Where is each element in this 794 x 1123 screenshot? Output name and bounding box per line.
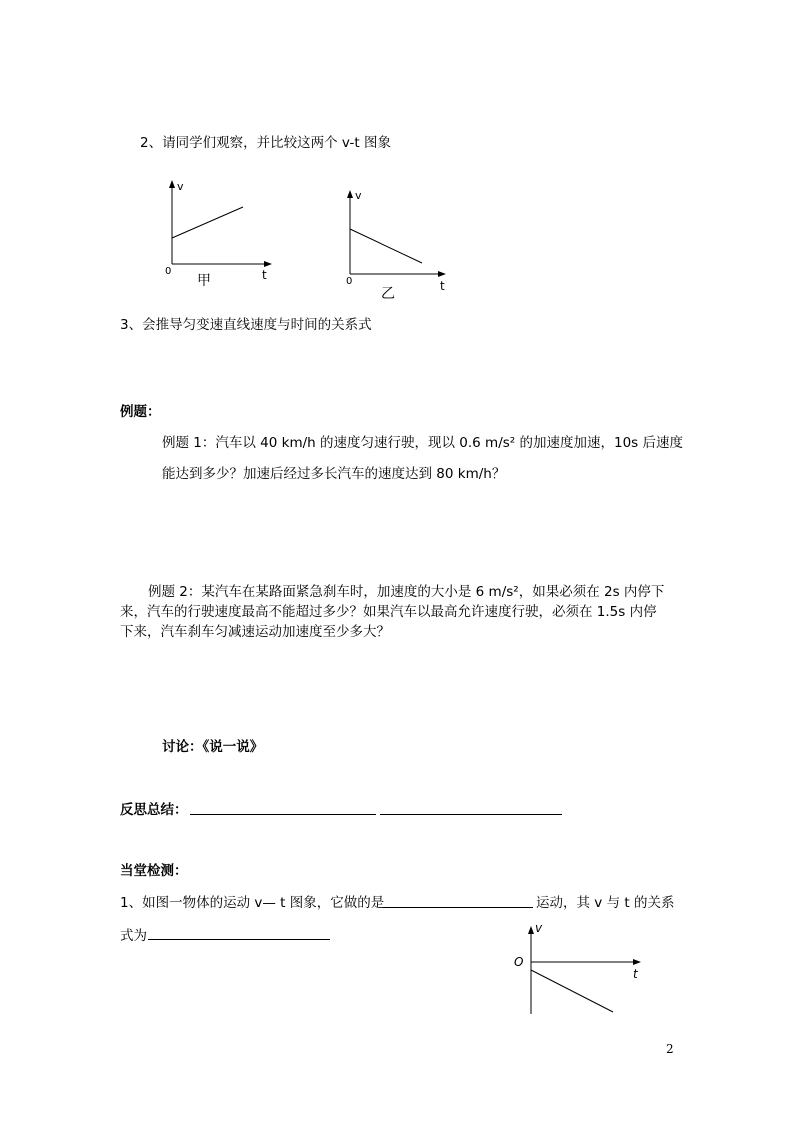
decreasing-line — [350, 229, 422, 263]
v-label: v — [355, 189, 362, 202]
example-1-line-2: 能达到多少？加速后经过多长汽车的速度达到 80 km/h？ — [162, 466, 506, 482]
reflection-blank-2[interactable] — [380, 800, 562, 815]
example-2-line-3: 下来，汽车刹车匀减速运动加速度至少多大？ — [120, 624, 390, 640]
v-label: v — [177, 180, 184, 193]
page-number: 2 — [666, 1042, 674, 1056]
t-axis-arrow-icon — [633, 959, 641, 965]
test-q1-line-2: 式为 — [120, 928, 147, 944]
reflection-blank-1[interactable] — [190, 800, 376, 815]
example-2-line-1: 例题 2：某汽车在某路面紧急刹车时，加速度的大小是 6 m/s²，如果必须在 2s 内停下 — [148, 584, 665, 600]
origin-label: 0 — [165, 266, 172, 277]
relation-formula-blank[interactable] — [148, 925, 330, 940]
question-2-text: 2、请同学们观察，并比较这两个 v-t 图象 — [140, 135, 391, 151]
caption-jia: 甲 — [197, 273, 211, 289]
reflection-label: 反思总结： — [120, 802, 188, 818]
test-heading: 当堂检测： — [120, 863, 188, 879]
t-label: t — [262, 268, 267, 282]
discussion-heading: 讨论：《说一说》 — [162, 739, 264, 755]
example-1-line-1: 例题 1：汽车以 40 km/h 的速度匀速行驶，现以 0.6 m/s² 的加速度加速，10s 后速度 — [162, 435, 683, 451]
example-2-line-2: 来，汽车的行驶速度最高不能超过多少？如果汽车以最高允许速度行驶，必须在 1.5s 内停 — [120, 604, 657, 620]
caption-yi: 乙 — [381, 286, 395, 302]
increasing-line — [172, 207, 243, 238]
graph-test — [505, 918, 655, 1018]
t-axis-arrow-icon — [264, 261, 272, 267]
v-axis-arrow-icon — [528, 926, 534, 934]
graph-jia — [150, 172, 290, 292]
examples-heading: 例题： — [120, 404, 161, 420]
question-3-text: 3、会推导匀变速直线速度与时间的关系式 — [120, 317, 372, 333]
t-label: t — [440, 279, 445, 293]
origin-label: O — [514, 955, 524, 969]
v-axis-arrow-icon — [169, 180, 175, 188]
origin-label: 0 — [346, 276, 353, 287]
t-label: t — [633, 967, 638, 981]
motion-type-blank[interactable] — [383, 893, 533, 908]
test-q1-part-1: 1、如图一物体的运动 v— t 图象，它做的是 — [120, 895, 385, 911]
t-axis-arrow-icon — [438, 271, 446, 277]
graph-yi — [330, 182, 460, 302]
test-q1-part-2: 运动，其 v 与 t 的关系 — [536, 895, 675, 911]
v-label: v — [535, 921, 543, 935]
decreasing-line — [531, 970, 613, 1012]
v-axis-arrow-icon — [347, 190, 353, 198]
